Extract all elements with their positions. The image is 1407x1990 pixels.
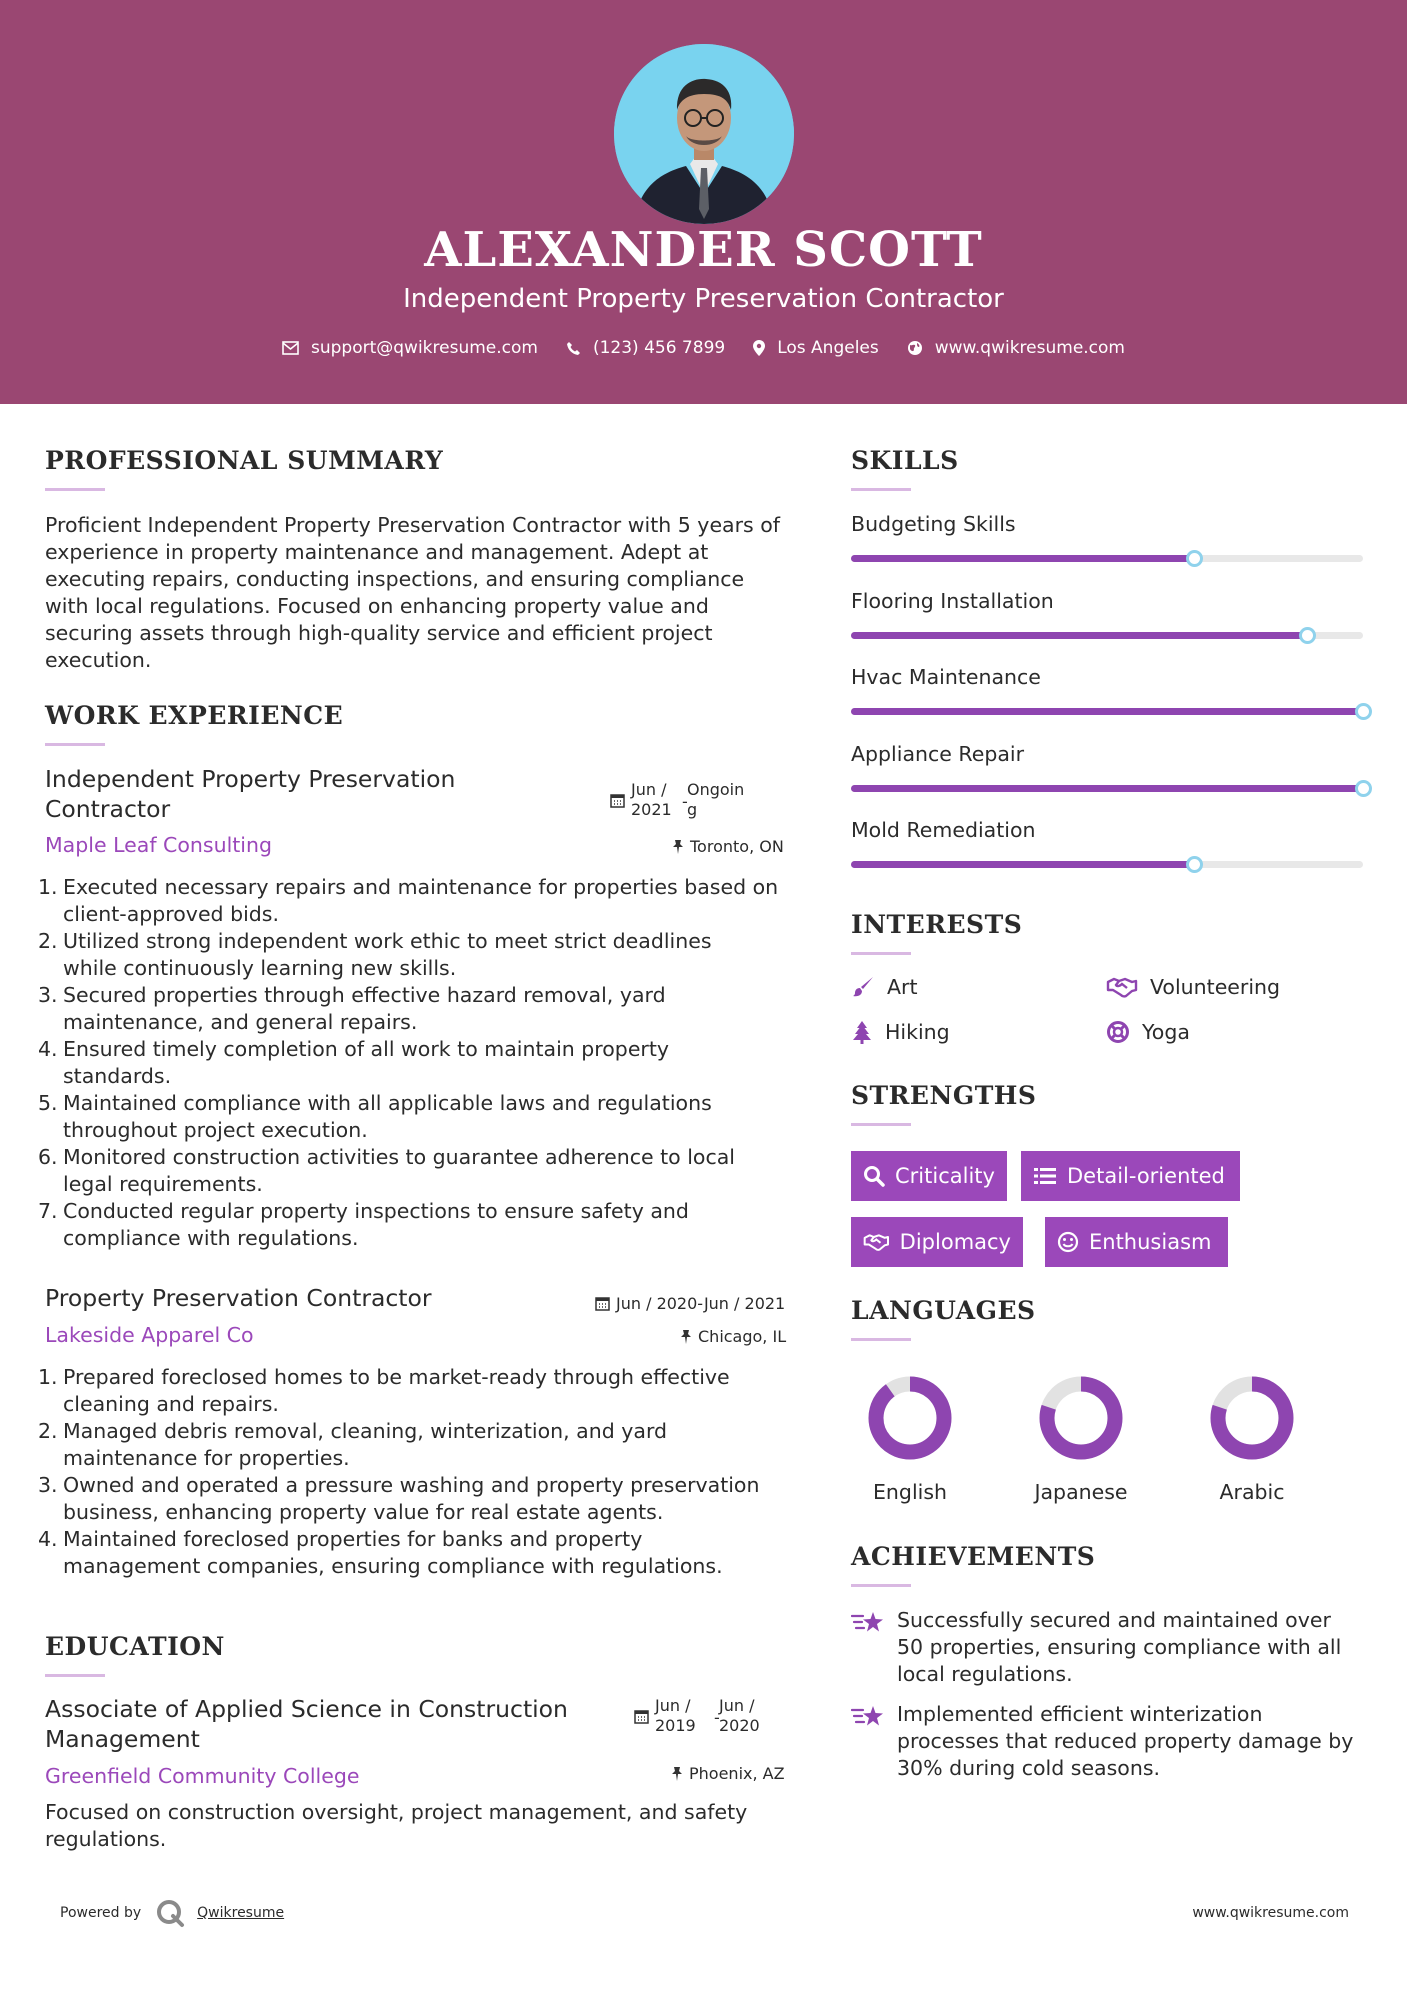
skill-level-bar (851, 708, 1363, 715)
responsibility-item (38, 1364, 808, 1418)
interest-label: Art (887, 975, 918, 999)
search-icon (863, 1165, 885, 1187)
item-number: 2. (38, 1419, 58, 1443)
strengths-heading: STRENGTHS (851, 1081, 1037, 1110)
achievement-line: Successfully secured and maintained over (897, 1608, 1331, 1632)
contact-email[interactable] (282, 338, 538, 358)
degree-title (45, 1694, 568, 1754)
skill-name: Hvac Maintenance (851, 665, 1041, 689)
job-location (672, 837, 784, 856)
qwikresume-logo-icon (155, 1898, 185, 1928)
item-number: 3. (38, 1473, 58, 1497)
achievement-line: 50 properties, ensuring compliance with all (897, 1635, 1342, 1659)
date-end-line: 2020 (719, 1716, 760, 1735)
date-end-line: g (687, 800, 698, 819)
language-name: Arabic (1219, 1480, 1285, 1504)
interest-item (851, 975, 918, 999)
responsibility-line: legal requirements. (63, 1172, 263, 1196)
location-text: Los Angeles (777, 338, 879, 358)
responsibility-line: Utilized strong independent work ethic to meet strict deadlines (63, 929, 712, 953)
responsibility-line: throughout project execution. (63, 1118, 368, 1142)
language-proficiency-donut (1036, 1373, 1126, 1463)
smile-icon (1057, 1231, 1079, 1253)
responsibility-item (38, 1090, 798, 1144)
footer-powered-by (60, 1898, 284, 1928)
pin-icon (672, 839, 684, 854)
envelope-icon (282, 341, 299, 355)
date-start-line: Jun / (655, 1696, 691, 1715)
skill-level-bar (851, 861, 1363, 868)
experience-heading: WORK EXPERIENCE (45, 701, 344, 730)
date-separator: - (682, 792, 688, 811)
achievement-line: 30% during cold seasons. (897, 1756, 1161, 1780)
shooting-star-icon (851, 1609, 885, 1635)
skills-heading-rule (851, 488, 911, 491)
calendar-icon (610, 793, 625, 808)
degree-title-line: Associate of Applied Science in Construction (45, 1695, 568, 1723)
responsibility-line: client-approved bids. (63, 902, 280, 926)
language-proficiency-donut (865, 1373, 955, 1463)
contact-location (753, 338, 879, 358)
responsibility-line: standards. (63, 1064, 172, 1088)
education-description: Focused on construction oversight, project management, and safety regulations. (45, 1800, 748, 1851)
education-heading: EDUCATION (45, 1632, 225, 1661)
strength-label: Criticality (895, 1164, 995, 1188)
job-responsibilities (38, 874, 798, 1252)
date-range: Jun / 2020-Jun / 2021 (616, 1294, 786, 1313)
item-number: 7. (38, 1199, 58, 1223)
responsibility-line: Maintained compliance with all applicable laws and regulations (63, 1091, 712, 1115)
powered-by-label: Powered by (60, 1905, 142, 1921)
interest-label: Hiking (885, 1020, 950, 1044)
contact-phone[interactable] (566, 338, 725, 358)
achievement-text (897, 1607, 1341, 1688)
languages-heading: LANGUAGES (851, 1296, 1036, 1325)
tree-icon (851, 1020, 873, 1044)
responsibility-item (38, 1036, 798, 1090)
skill-level-knob (1186, 550, 1203, 567)
date-start-line: 2021 (631, 800, 672, 819)
candidate-title: Independent Property Preservation Contractor (403, 284, 1004, 314)
interests-heading-rule (851, 952, 911, 955)
responsibility-line: while continuously learning new skills. (63, 956, 457, 980)
language-name: Japanese (1034, 1480, 1128, 1504)
responsibility-line: Maintained foreclosed properties for banks and property (63, 1527, 643, 1551)
donut-fill (876, 1384, 944, 1452)
degree-title-line: Management (45, 1725, 200, 1753)
responsibility-item (38, 874, 798, 928)
skill-level-fill (851, 555, 1194, 562)
strength-label: Detail-oriented (1067, 1164, 1225, 1188)
interest-item (1106, 1020, 1190, 1044)
date-end-line: Ongoin (687, 780, 745, 799)
responsibility-line: Monitored construction activities to guarantee adherence to local (63, 1145, 736, 1169)
job-responsibilities (38, 1364, 808, 1580)
responsibility-line: Secured properties through effective hazard removal, yard (63, 983, 666, 1007)
footer-website[interactable]: www.qwikresume.com (1192, 1905, 1349, 1921)
languages-heading-rule (851, 1338, 911, 1341)
skill-level-knob (1186, 856, 1203, 873)
summary-heading: PROFESSIONAL SUMMARY (45, 446, 444, 475)
job-title-line: Contractor (45, 795, 171, 823)
skill-level-fill (851, 861, 1194, 868)
paintbrush-icon (851, 975, 875, 999)
strength-label: Enthusiasm (1089, 1230, 1212, 1254)
qwikresume-link[interactable]: Qwikresume (197, 1905, 285, 1921)
achievement-line: local regulations. (897, 1662, 1073, 1686)
contact-website[interactable] (907, 338, 1125, 358)
responsibility-line: Ensured timely completion of all work to maintain property (63, 1037, 670, 1061)
location-text: Toronto, ON (690, 837, 784, 856)
skills-heading: SKILLS (851, 446, 959, 475)
achievements-heading-rule (851, 1584, 911, 1587)
item-number: 6. (38, 1145, 58, 1169)
achievement-line: Implemented efficient winterization (897, 1702, 1263, 1726)
responsibility-item (38, 982, 798, 1036)
achievement-item (851, 1701, 1371, 1782)
skill-name: Appliance Repair (851, 741, 1025, 766)
handshake-icon (863, 1231, 890, 1253)
date-start-line: Jun / (631, 780, 667, 799)
education-dates (634, 1696, 760, 1736)
achievement-text (897, 1701, 1353, 1782)
job-title (45, 764, 455, 824)
handshake-icon (1106, 976, 1138, 998)
strength-tag (851, 1151, 1007, 1201)
responsibility-item (38, 928, 798, 982)
list-icon (1033, 1166, 1057, 1186)
skill-level-bar (851, 555, 1363, 562)
strength-tag (851, 1217, 1023, 1267)
education-location (671, 1764, 785, 1783)
date-end-line: Jun / (719, 1696, 755, 1715)
skill-level-knob (1355, 780, 1372, 797)
phone-icon (566, 341, 581, 356)
item-number: 1. (38, 875, 58, 899)
date-separator: - (714, 1708, 720, 1727)
location-text: Chicago, IL (698, 1327, 787, 1346)
responsibility-item (38, 1472, 808, 1526)
strength-tag (1045, 1217, 1228, 1267)
job-location (680, 1327, 786, 1346)
profile-photo (614, 44, 794, 224)
company-name: Lakeside Apparel Co (45, 1323, 254, 1347)
skill-name: Budgeting Skills (851, 512, 1016, 536)
skill-name: Flooring Installation (851, 588, 1054, 613)
achievement-line: processes that reduced property damage by (897, 1729, 1354, 1753)
location-text: Phoenix, AZ (689, 1764, 785, 1783)
responsibility-line: maintenance, and general repairs. (63, 1010, 418, 1034)
interest-item (851, 1020, 950, 1044)
language-proficiency-donut (1207, 1373, 1297, 1463)
item-number: 4. (38, 1037, 58, 1061)
shooting-star-icon (851, 1703, 885, 1729)
skill-level-bar (851, 632, 1363, 639)
skill-name: Mold Remediation (851, 818, 1036, 842)
item-number: 5. (38, 1091, 58, 1115)
summary-text: Proficient Independent Property Preservation Contractor with 5 years of experience in property maintenance and management. Adept at executing repairs, conducting inspections, and ensuring compliance with local regulations. Focused on enhancing property value and securing assets through high-quality service and efficient project execution. (45, 513, 780, 672)
header-banner (0, 0, 1407, 404)
achievement-item (851, 1607, 1371, 1688)
job-dates (595, 1294, 785, 1313)
summary-heading-rule (45, 488, 105, 491)
email-text: support@qwikresume.com (311, 338, 538, 358)
responsibility-line: Conducted regular property inspections to ensure safety and (63, 1199, 689, 1223)
responsibility-line: maintenance for properties. (63, 1446, 350, 1470)
pin-icon (671, 1766, 683, 1781)
globe-icon (907, 340, 923, 356)
strength-tag (1021, 1151, 1240, 1201)
responsibility-line: cleaning and repairs. (63, 1392, 279, 1416)
responsibility-item (38, 1418, 808, 1472)
pin-icon (680, 1329, 692, 1344)
interests-heading: INTERESTS (851, 910, 1023, 939)
responsibility-line: management companies, ensuring compliance with regulations. (63, 1554, 723, 1578)
skill-level-knob (1355, 703, 1372, 720)
experience-heading-rule (45, 743, 105, 746)
responsibility-item (38, 1144, 798, 1198)
item-number: 2. (38, 929, 58, 953)
company-name: Maple Leaf Consulting (45, 833, 273, 857)
website-text: www.qwikresume.com (934, 338, 1125, 358)
calendar-icon (634, 1709, 649, 1724)
responsibility-line: business, enhancing property value for real estate agents. (63, 1500, 664, 1524)
skill-level-bar (851, 785, 1363, 792)
responsibility-item (38, 1198, 798, 1252)
job-title: Property Preservation Contractor (45, 1284, 432, 1312)
responsibility-line: Prepared foreclosed homes to be market-ready through effective (63, 1365, 730, 1389)
interest-item (1106, 975, 1280, 999)
skill-level-fill (851, 708, 1363, 715)
responsibility-line: Owned and operated a pressure washing and property preservation (63, 1473, 760, 1497)
item-number: 3. (38, 983, 58, 1007)
contact-bar (0, 338, 1407, 358)
map-marker-icon (753, 340, 765, 356)
item-number: 4. (38, 1527, 58, 1551)
strength-label: Diplomacy (899, 1230, 1011, 1254)
responsibility-line: Managed debris removal, cleaning, winterization, and yard (63, 1419, 668, 1443)
skill-level-knob (1299, 627, 1316, 644)
language-name: English (872, 1480, 948, 1504)
interest-label: Volunteering (1150, 975, 1281, 999)
job-dates (610, 780, 744, 820)
item-number: 1. (38, 1365, 58, 1389)
responsibility-line: compliance with regulations. (63, 1226, 359, 1250)
responsibility-line: Executed necessary repairs and maintenance for properties based on (63, 875, 779, 899)
interest-label: Yoga (1142, 1020, 1190, 1044)
job-title-line: Independent Property Preservation (45, 765, 456, 793)
achievements-heading: ACHIEVEMENTS (851, 1542, 1096, 1571)
calendar-icon (595, 1296, 610, 1311)
education-heading-rule (45, 1674, 105, 1677)
lifebuoy-icon (1106, 1020, 1130, 1044)
candidate-name: ALEXANDER SCOTT (424, 222, 983, 278)
responsibility-item (38, 1526, 808, 1580)
phone-text: (123) 456 7899 (592, 338, 726, 358)
date-start-line: 2019 (655, 1716, 696, 1735)
school-name: Greenfield Community College (45, 1764, 360, 1788)
skill-level-fill (851, 785, 1363, 792)
skill-level-fill (851, 632, 1307, 639)
strengths-heading-rule (851, 1123, 911, 1126)
